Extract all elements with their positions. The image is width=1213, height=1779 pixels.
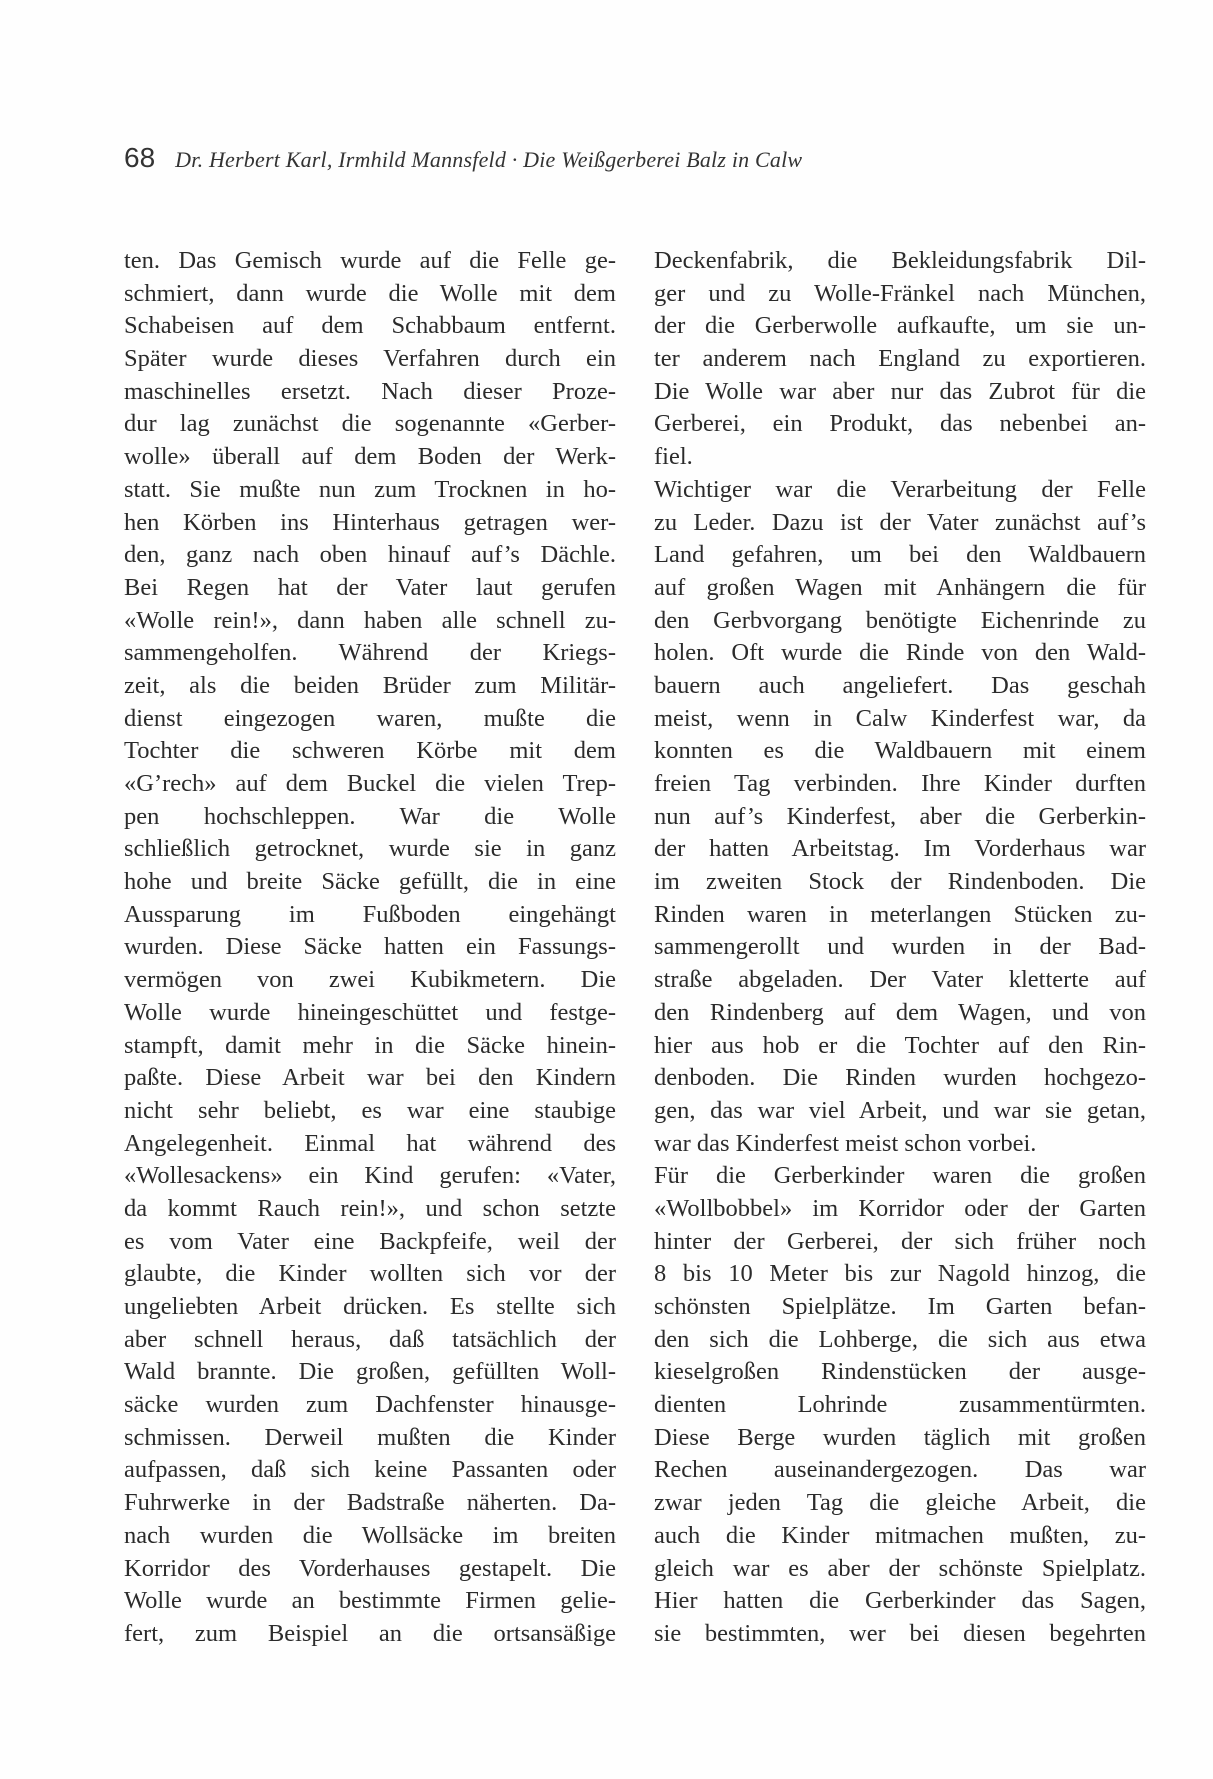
right-text-column: [654, 245, 1146, 1651]
text-line: ten. Das Gemisch wurde auf die Felle ge-: [124, 247, 616, 274]
text-line: schmiert, dann wurde die Wolle mit dem: [124, 279, 616, 307]
text-line: hier aus hob er die Tochter auf den Rin-: [654, 1031, 1146, 1059]
text-line: denboden. Die Rinden wurden hochgezo-: [654, 1064, 1146, 1092]
text-line: Gerberei, ein Produkt, das nebenbei an-: [654, 410, 1146, 438]
text-line: hen Körben ins Hinterhaus getragen wer-: [124, 508, 616, 536]
text-line: schmissen. Derweil mußten die Kinder: [124, 1423, 616, 1451]
text-line: fiel.: [654, 443, 693, 471]
text-line: im zweiten Stock der Rindenboden. Die: [654, 868, 1146, 896]
text-line: dienst eingezogen waren, mußte die: [124, 704, 616, 732]
text-line: kieselgroßen Rindenstücken der ausge-: [654, 1358, 1146, 1386]
text-line: nicht sehr beliebt, es war eine staubige: [124, 1096, 616, 1124]
running-head: Dr. Herbert Karl, Irmhild Mannsfeld · Die Weißgerberei Balz in Calw: [175, 147, 803, 172]
text-line: maschinelles ersetzt. Nach dieser Proze-: [124, 377, 616, 405]
text-line: «Wolle rein!», dann haben alle schnell zu-: [124, 606, 616, 634]
text-line: stampft, damit mehr in die Säcke hinein-: [124, 1031, 616, 1059]
text-line: nun auf’s Kinderfest, aber die Gerberkin-: [654, 802, 1146, 830]
text-line: zeit, als die beiden Brüder zum Militär-: [124, 671, 616, 699]
text-line: nach wurden die Wollsäcke im breiten: [124, 1521, 616, 1549]
text-line: holen. Oft wurde die Rinde von den Wald-: [654, 639, 1146, 667]
text-line: hinter der Gerberei, der sich früher noch: [654, 1227, 1146, 1255]
text-line: Korridor des Vorderhauses gestapelt. Die: [124, 1554, 616, 1582]
text-line: dur lag zunächst die sogenannte «Gerber-: [124, 410, 616, 438]
text-line: auf großen Wagen mit Anhängern die für: [654, 573, 1146, 601]
text-line: säcke wurden zum Dachfenster hinausge-: [124, 1391, 616, 1419]
text-line: Hier hatten die Gerberkinder das Sagen,: [654, 1587, 1146, 1615]
text-line: es vom Vater eine Backpfeife, weil der: [124, 1227, 616, 1255]
text-line: bauern auch angeliefert. Das geschah: [654, 671, 1146, 699]
text-line: da kommt Rauch rein!», und schon setzte: [124, 1194, 616, 1222]
text-line: Rinden waren in meterlangen Stücken zu-: [654, 900, 1146, 928]
text-line: gen, das war viel Arbeit, und war sie getan,: [654, 1096, 1146, 1124]
text-line: pen hochschleppen. War die Wolle: [124, 802, 616, 830]
text-line: zwar jeden Tag die gleiche Arbeit, die: [654, 1489, 1146, 1517]
text-line: schließlich getrocknet, wurde sie in ganz: [124, 835, 616, 863]
text-line: fert, zum Beispiel an die ortsansäßige: [124, 1619, 616, 1647]
text-line: Wolle wurde an bestimmte Firmen gelie-: [124, 1587, 616, 1615]
text-line: Für die Gerberkinder waren die großen: [654, 1162, 1146, 1190]
text-line: straße abgeladen. Der Vater kletterte auf: [654, 966, 1146, 994]
text-line: den Rindenberg auf dem Wagen, und von: [654, 998, 1146, 1026]
text-line: auch die Kinder mitmachen mußten, zu-: [654, 1521, 1146, 1549]
text-line: dienten Lohrinde zusammentürmten.: [654, 1391, 1146, 1419]
text-line: paßte. Diese Arbeit war bei den Kindern: [124, 1064, 616, 1092]
text-line: Die Wolle war aber nur das Zubrot für die: [654, 377, 1146, 405]
text-line: statt. Sie mußte nun zum Trocknen in ho-: [124, 475, 616, 503]
text-line: Angelegenheit. Einmal hat während des: [124, 1129, 616, 1157]
text-line: «G’rech» auf dem Buckel die vielen Trep-: [124, 770, 616, 797]
page-header: [124, 144, 802, 173]
text-line: Wichtiger war die Verarbeitung der Felle: [654, 475, 1146, 503]
text-line: Schabeisen auf dem Schabbaum entfernt.: [124, 312, 616, 340]
text-line: sie bestimmten, wer bei diesen begehrten: [654, 1619, 1146, 1647]
text-line: Aussparung im Fußboden eingehängt: [124, 900, 616, 928]
text-line: aber schnell heraus, daß tatsächlich der: [124, 1325, 616, 1353]
text-line: Rechen auseinandergezogen. Das war: [654, 1456, 1146, 1484]
text-line: konnten es die Waldbauern mit einem: [654, 737, 1146, 765]
text-line: sammengeholfen. Während der Kriegs-: [124, 639, 616, 667]
text-line: war das Kinderfest meist schon vorbei.: [654, 1129, 1037, 1157]
text-line: ter anderem nach England zu exportieren.: [654, 345, 1146, 373]
text-line: Wolle wurde hineingeschüttet und festge-: [124, 998, 616, 1026]
text-line: schönsten Spielplätze. Im Garten befan-: [654, 1293, 1146, 1320]
text-line: Später wurde dieses Verfahren durch ein: [124, 345, 616, 373]
left-text-column: [124, 245, 616, 1651]
text-line: 8 bis 10 Meter bis zur Nagold hinzog, die: [654, 1260, 1146, 1288]
text-line: Deckenfabrik, die Bekleidungsfabrik Dil-: [654, 247, 1146, 274]
text-line: Land gefahren, um bei den Waldbauern: [654, 541, 1146, 569]
text-line: ungeliebten Arbeit drücken. Es stellte sich: [124, 1293, 616, 1320]
text-line: «Wollesackens» ein Kind gerufen: «Vater,: [124, 1162, 616, 1190]
text-line: den, ganz nach oben hinauf auf’s Dächle.: [124, 541, 616, 569]
text-line: hohe und breite Säcke gefüllt, die in eine: [124, 868, 616, 896]
text-line: freien Tag verbinden. Ihre Kinder durften: [654, 770, 1146, 797]
text-line: der die Gerberwolle aufkaufte, um sie un-: [654, 312, 1146, 340]
text-line: wurden. Diese Säcke hatten ein Fassungs-: [124, 933, 616, 961]
page-number: 68: [124, 142, 156, 173]
text-line: Bei Regen hat der Vater laut gerufen: [124, 573, 616, 601]
text-line: Fuhrwerke in der Badstraße näherten. Da-: [124, 1489, 616, 1517]
text-line: vermögen von zwei Kubikmetern. Die: [124, 966, 616, 994]
text-line: Diese Berge wurden täglich mit großen: [654, 1423, 1146, 1451]
text-line: zu Leder. Dazu ist der Vater zunächst auf’s: [654, 508, 1146, 536]
text-line: Wald brannte. Die großen, gefüllten Woll-: [124, 1358, 616, 1386]
text-line: wolle» überall auf dem Boden der Werk-: [124, 443, 616, 471]
text-line: den Gerbvorgang benötigte Eichenrinde zu: [654, 606, 1146, 634]
text-line: glaubte, die Kinder wollten sich vor der: [124, 1260, 616, 1288]
text-line: sammengerollt und wurden in der Bad-: [654, 933, 1146, 961]
text-line: Tochter die schweren Körbe mit dem: [124, 737, 616, 765]
text-line: «Wollbobbel» im Korridor oder der Garten: [654, 1194, 1146, 1222]
text-line: aufpassen, daß sich keine Passanten oder: [124, 1456, 616, 1484]
text-line: den sich die Lohberge, die sich aus etwa: [654, 1325, 1146, 1353]
text-line: meist, wenn in Calw Kinderfest war, da: [654, 704, 1146, 732]
text-line: gleich war es aber der schönste Spielplatz.: [654, 1554, 1146, 1582]
text-line: der hatten Arbeitstag. Im Vorderhaus war: [654, 835, 1146, 863]
text-line: ger und zu Wolle-Fränkel nach München,: [654, 279, 1146, 307]
